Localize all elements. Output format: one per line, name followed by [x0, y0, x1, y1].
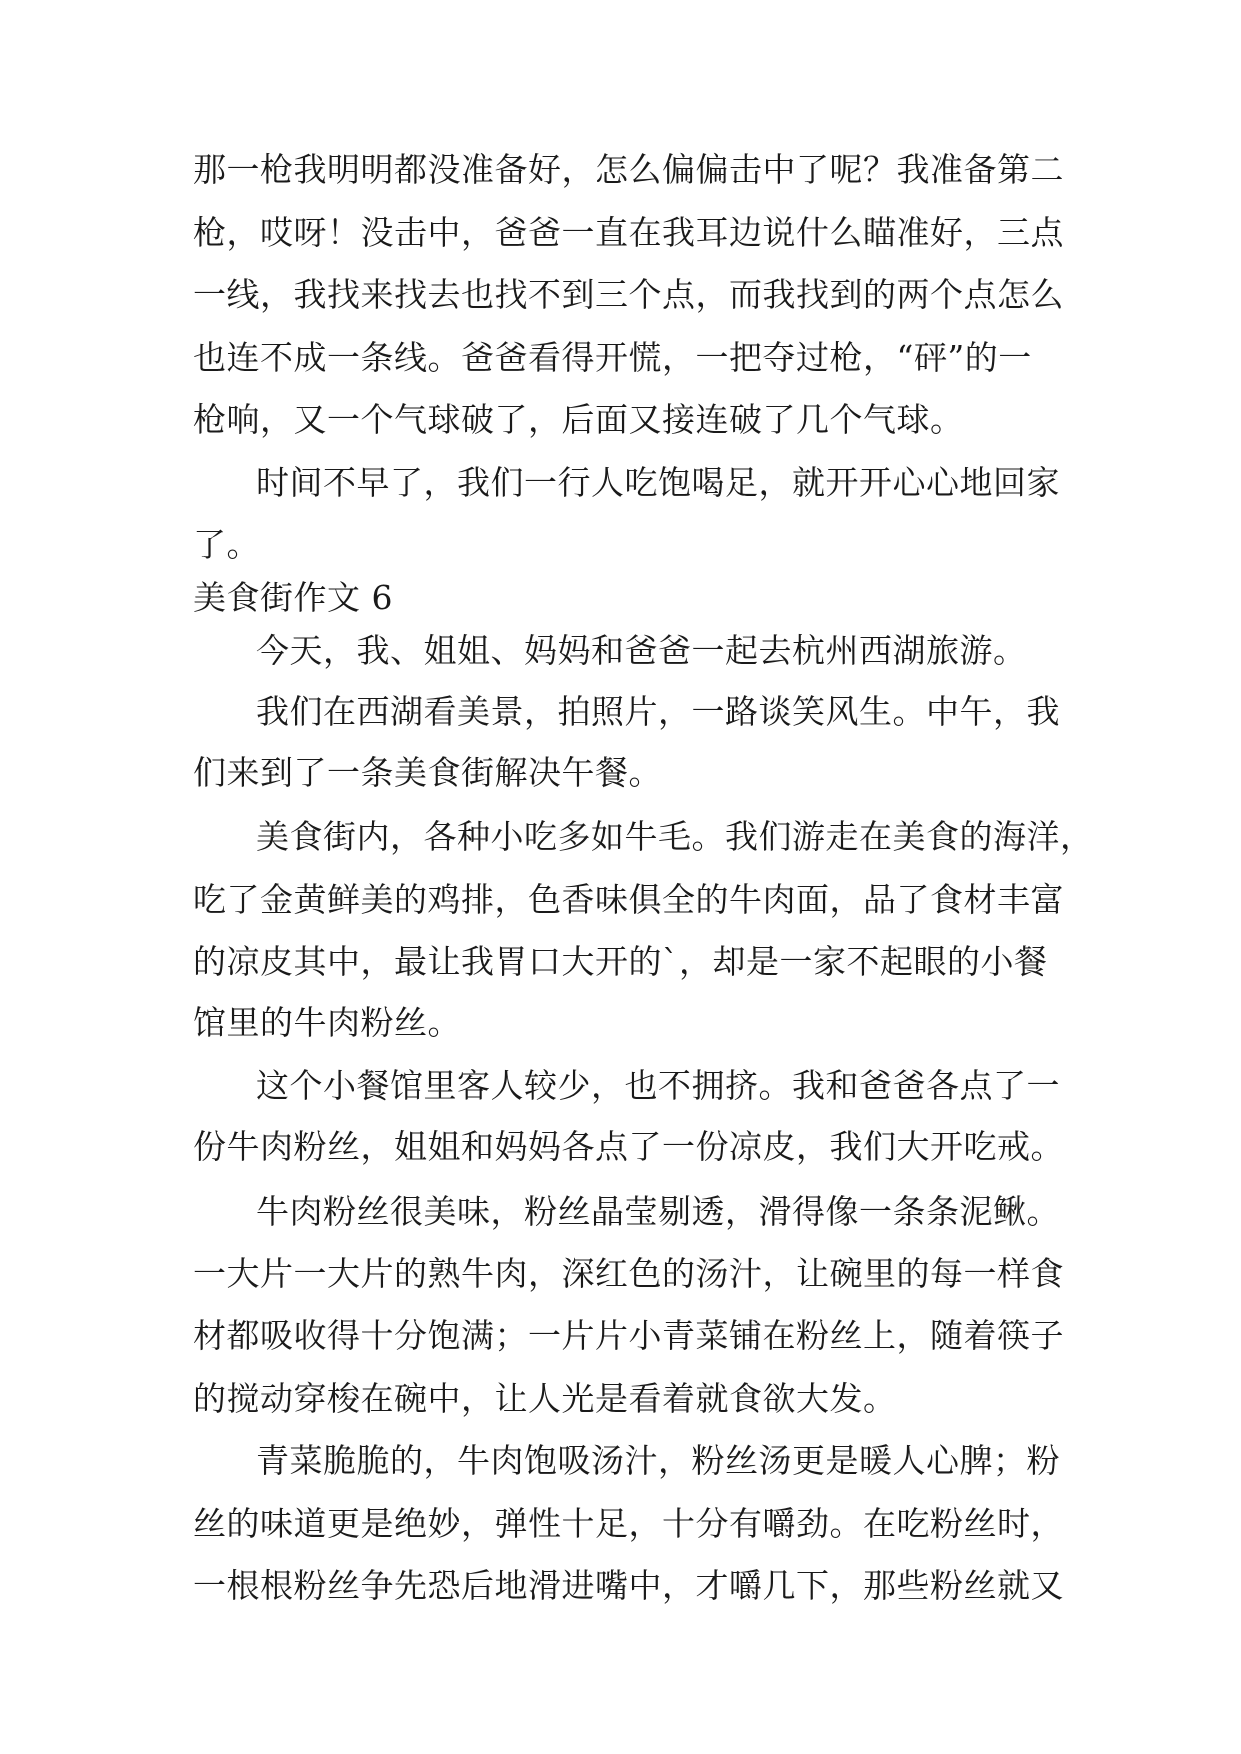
paragraph-line: 美食街内，各种小吃多如牛毛。我们游走在美食的海洋，	[256, 817, 1094, 856]
paragraph-line: 的凉皮其中，最让我胃口大开的`，却是一家不起眼的小餐	[193, 942, 1048, 981]
paragraph-line: 青菜脆脆的，牛肉饱吸汤汁，粉丝汤更是暖人心脾；粉	[256, 1441, 1060, 1480]
paragraph-line: 馆里的牛肉粉丝。	[193, 1003, 461, 1042]
paragraph-line: 一大片一大片的熟牛肉，深红色的汤汁，让碗里的每一样食	[193, 1254, 1064, 1293]
paragraph-line: 的搅动穿梭在碗中，让人光是看着就食欲大发。	[193, 1379, 897, 1418]
paragraph-line: 枪响，又一个气球破了，后面又接连破了几个气球。	[193, 400, 964, 439]
paragraph-line: 吃了金黄鲜美的鸡排，色香味俱全的牛肉面，品了食材丰富	[193, 880, 1064, 919]
paragraph-line: 时间不早了，我们一行人吃饱喝足，就开开心心地回家	[256, 463, 1060, 502]
paragraph-line: 们来到了一条美食街解决午餐。	[193, 753, 662, 792]
paragraph-line: 枪，哎呀！没击中，爸爸一直在我耳边说什么瞄准好，三点	[193, 213, 1064, 252]
paragraph-line: 今天，我、姐姐、妈妈和爸爸一起去杭州西湖旅游。	[256, 631, 1027, 670]
paragraph-line: 了。	[193, 525, 260, 564]
section-heading: 美食街作文 6	[193, 578, 393, 617]
paragraph-line: 一根根粉丝争先恐后地滑进嘴中，才嚼几下，那些粉丝就又	[193, 1566, 1064, 1605]
paragraph-line: 我们在西湖看美景，拍照片，一路谈笑风生。中午，我	[256, 692, 1060, 731]
paragraph-line: 那一枪我明明都没准备好，怎么偏偏击中了呢？我准备第二	[193, 150, 1064, 189]
paragraph-line: 牛肉粉丝很美味，粉丝晶莹剔透，滑得像一条条泥鳅。	[256, 1192, 1060, 1231]
paragraph-line: 份牛肉粉丝，姐姐和妈妈各点了一份凉皮，我们大开吃戒。	[193, 1127, 1064, 1166]
paragraph-line: 材都吸收得十分饱满；一片片小青菜铺在粉丝上，随着筷子	[193, 1316, 1064, 1355]
paragraph-line: 这个小餐馆里客人较少，也不拥挤。我和爸爸各点了一	[256, 1066, 1060, 1105]
paragraph-line: 也连不成一条线。爸爸看得开慌，一把夺过枪，“砰”的一	[193, 338, 1032, 377]
paragraph-line: 一线，我找来找去也找不到三个点，而我找到的两个点怎么	[193, 275, 1064, 314]
paragraph-line: 丝的味道更是绝妙，弹性十足，十分有嚼劲。在吃粉丝时，	[193, 1504, 1064, 1543]
